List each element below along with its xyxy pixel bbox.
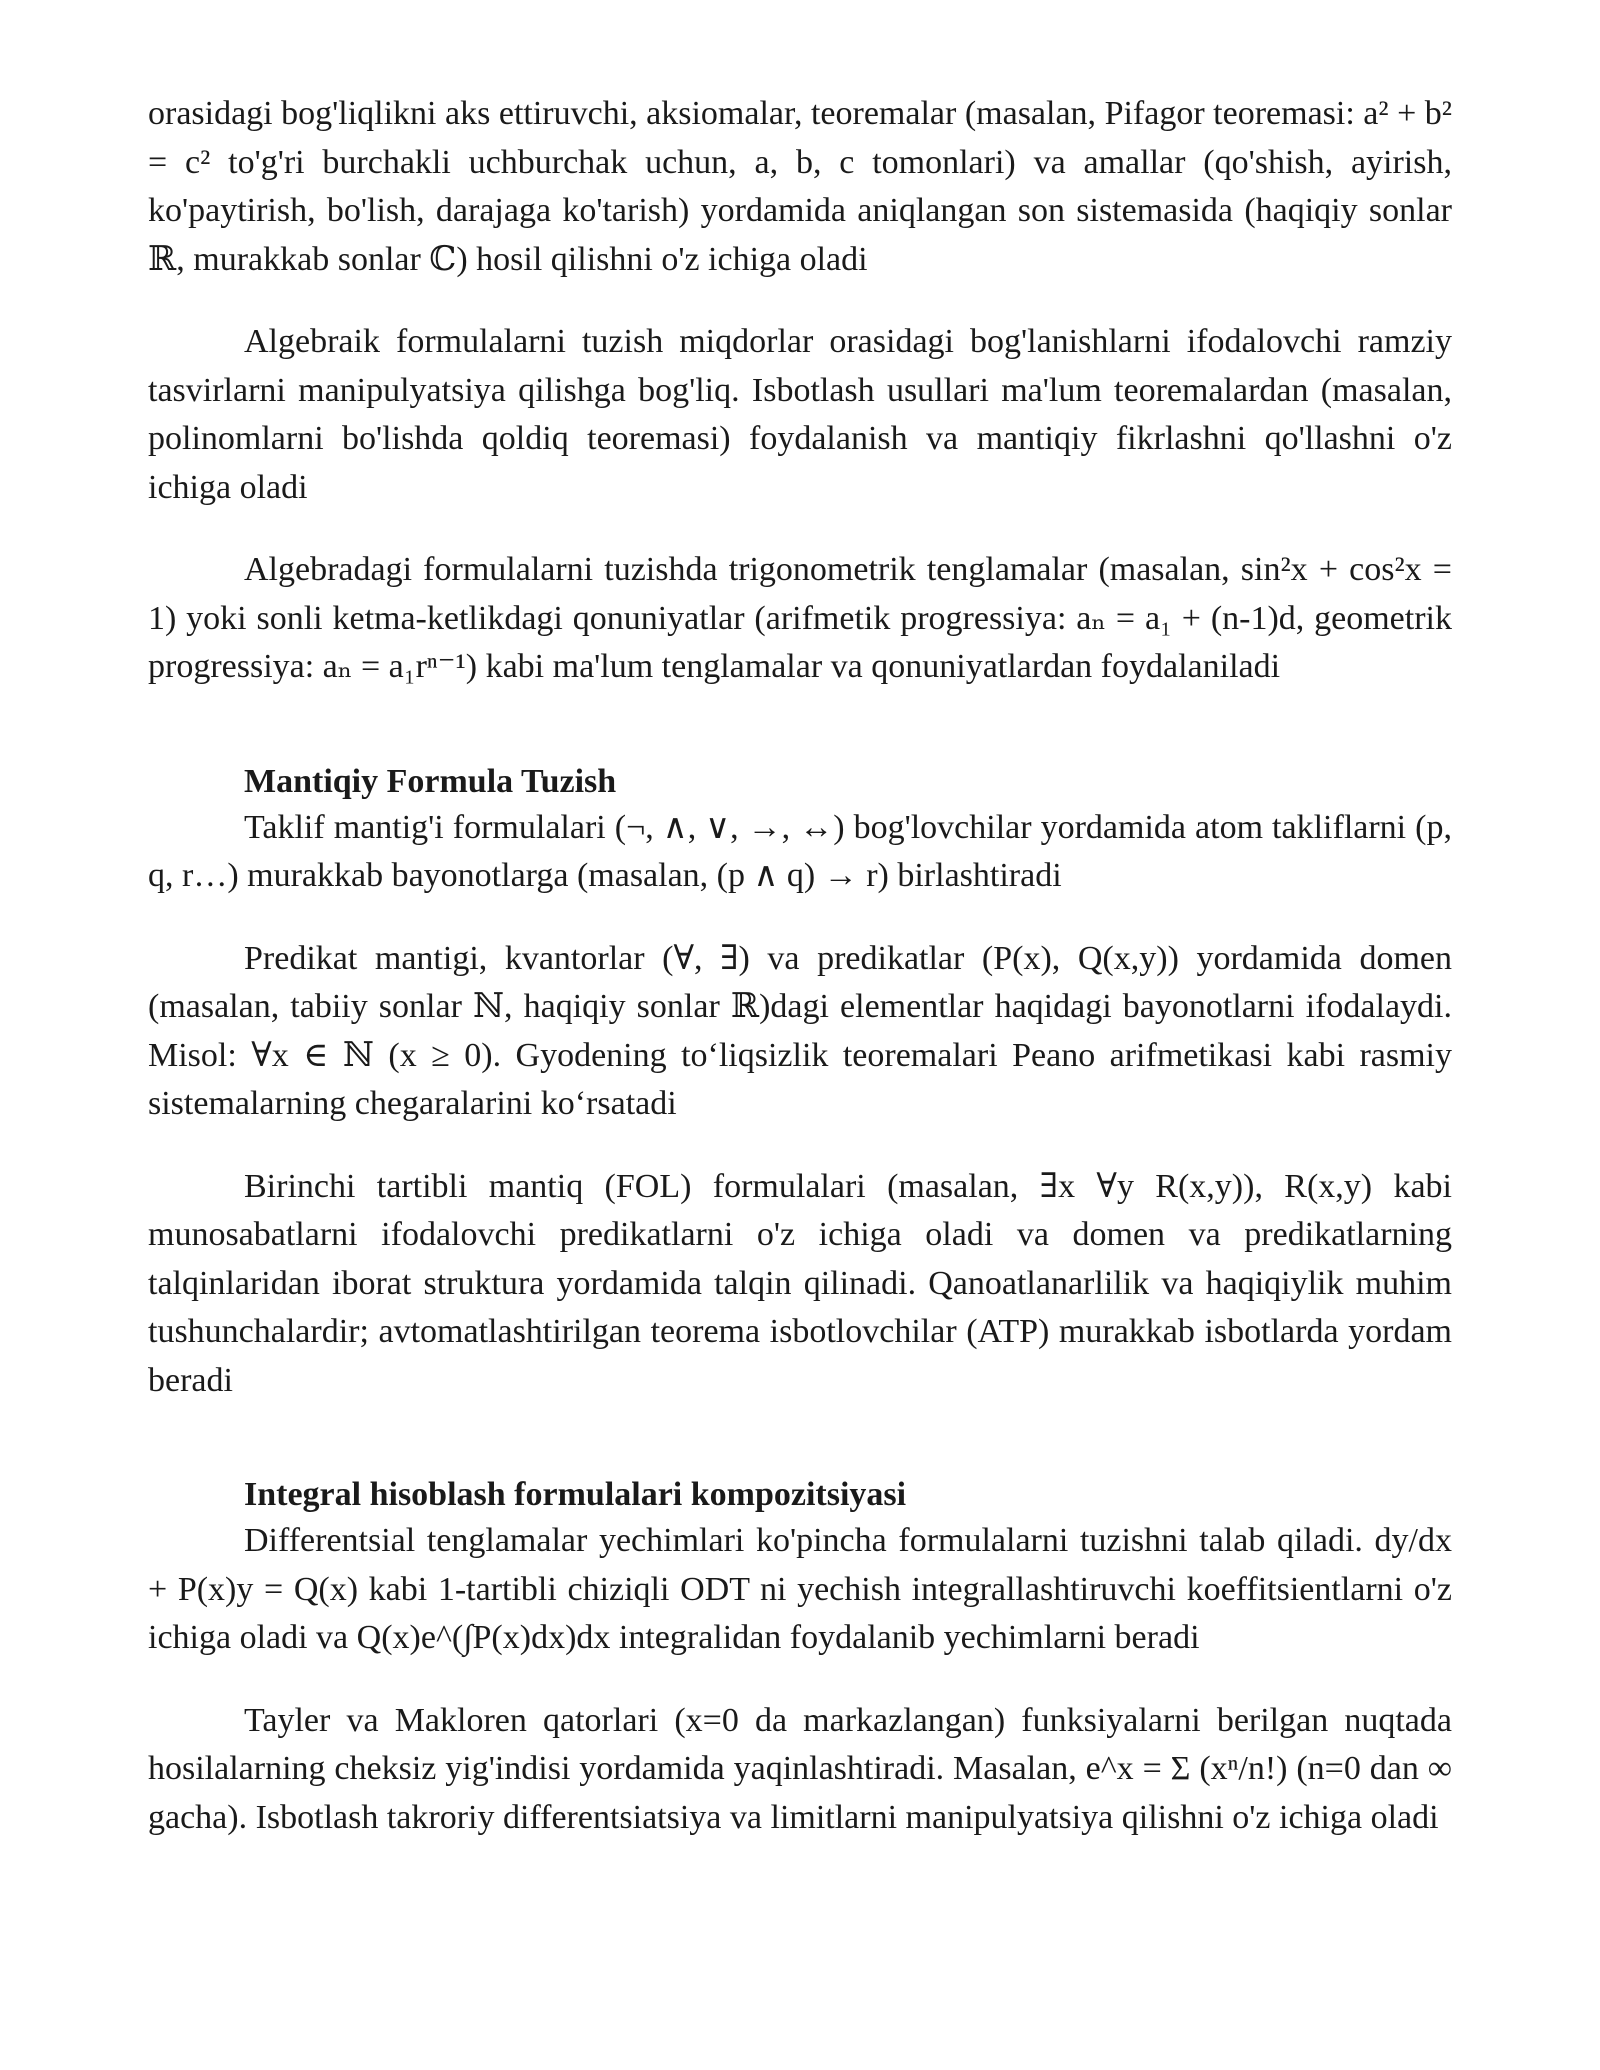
heading-logic-formula: Mantiqiy Formula Tuzish: [244, 762, 617, 800]
heading-integral-formulas: Integral hisoblash formulalari kompozitsiyasi: [244, 1476, 907, 1513]
paragraph-first-order-logic: Birinchi tartibli mantiq (FOL) formulalari (masalan, ∃x ∀y R(x,y)), R(x,y) kabi munosabatlarni ifodalovchi predikatlarni o'z ichiga oladi va domen va predikatlarning talqinlaridan iborat struktura yordamida talqin qilinadi. Qanoatlanarlilik va haqiqiylik muhim tushunchalardir; avtomatlashtirilgan teorema isbotlovchilar (ATP) murakkab isbotlarda yordam beradi: [148, 1167, 1452, 1399]
paragraph-differential-equations: Differentsial tenglamalar yechimlari ko'pincha formulalarni tuzishni talab qiladi. dy/dx + P(x)y = Q(x) kabi 1-tartibli chiziqli ODT ni yechish integrallashtiruvchi koeffitsientlarni o'z ichiga oladi va Q(x)e^(∫P(x)dx)dx integralidan foydalanib yechimlarni beradi: [148, 1522, 1452, 1656]
document-page: [148, 90, 1452, 1876]
paragraph-predicate-logic: Predikat mantigi, kvantorlar (∀, ∃) va predikatlar (P(x), Q(x,y)) yordamida domen (masalan, tabiiy sonlar ℕ, haqiqiy sonlar ℝ)dagi elementlar haqidagi bayonotlarni ifodalaydi. Misol: ∀x ∈ ℕ (x ≥ 0). Gyodening to‘liqsizlik teoremalari Peano arifmetikasi kabi rasmiy sistemalarning chegaralarini ko‘rsatadi: [148, 939, 1452, 1122]
paragraph-algebraic-formulas: Algebraik formulalarni tuzish miqdorlar orasidagi bog'lanishlarni ifodalovchi ramziy tasvirlarni manipulyatsiya qilishga bog'liq. Isbotlash usullari ma'lum teoremalardan (masalan, polinomlarni bo'lishda qoldiq teoremasi) foydalanish va mantiqiy fikrlashni qo'llashni o'z ichiga oladi: [148, 323, 1452, 506]
paragraph-trigonometric-progressions: Algebradagi formulalarni tuzishda trigonometrik tenglamalar (masalan, sin²x + cos²x = 1) yoki sonli ketma-ketlikdagi qonuniyatlar (arifmetik progressiya: aₙ = a₁ + (n-1)d, geometrik progressiya: aₙ = a₁rⁿ⁻¹) kabi ma'lum tenglamalar va qonuniyatlardan foydalaniladi: [148, 551, 1452, 685]
paragraph-number-systems: orasidagi bog'liqlikni aks ettiruvchi, aksiomalar, teoremalar (masalan, Pifagor teoremasi: a² + b² = c² to'g'ri burchakli uchburchak uchun, a, b, c tomonlari) va amallar (qo'shish, ayirish, ko'paytirish, bo'lish, darajaga ko'tarish) yordamida aniqlangan son sistemasida (haqiqiy sonlar ℝ, murakkab sonlar ℂ) hosil qilishni o'z ichiga oladi: [148, 95, 1452, 278]
paragraph-propositional-logic: Taklif mantig'i formulalari (¬, ∧, ∨, →, ↔) bog'lovchilar yordamida atom takliflarni (p, q, r…) murakkab bayonotlarga (masalan, (p ∧ q) → r) birlashtiradi: [148, 808, 1452, 894]
paragraph-taylor-series: Tayler va Makloren qatorlari (x=0 da markazlangan) funksiyalarni berilgan nuqtada hosilalarning cheksiz yig'indisi yordamida yaqinlashtiradi. Masalan, e^x = Σ (xⁿ/n!) (n=0 dan ∞ gacha). Isbotlash takroriy differentsiatsiya va limitlarni manipulyatsiya qilishni o'z ichiga oladi: [148, 1701, 1452, 1836]
